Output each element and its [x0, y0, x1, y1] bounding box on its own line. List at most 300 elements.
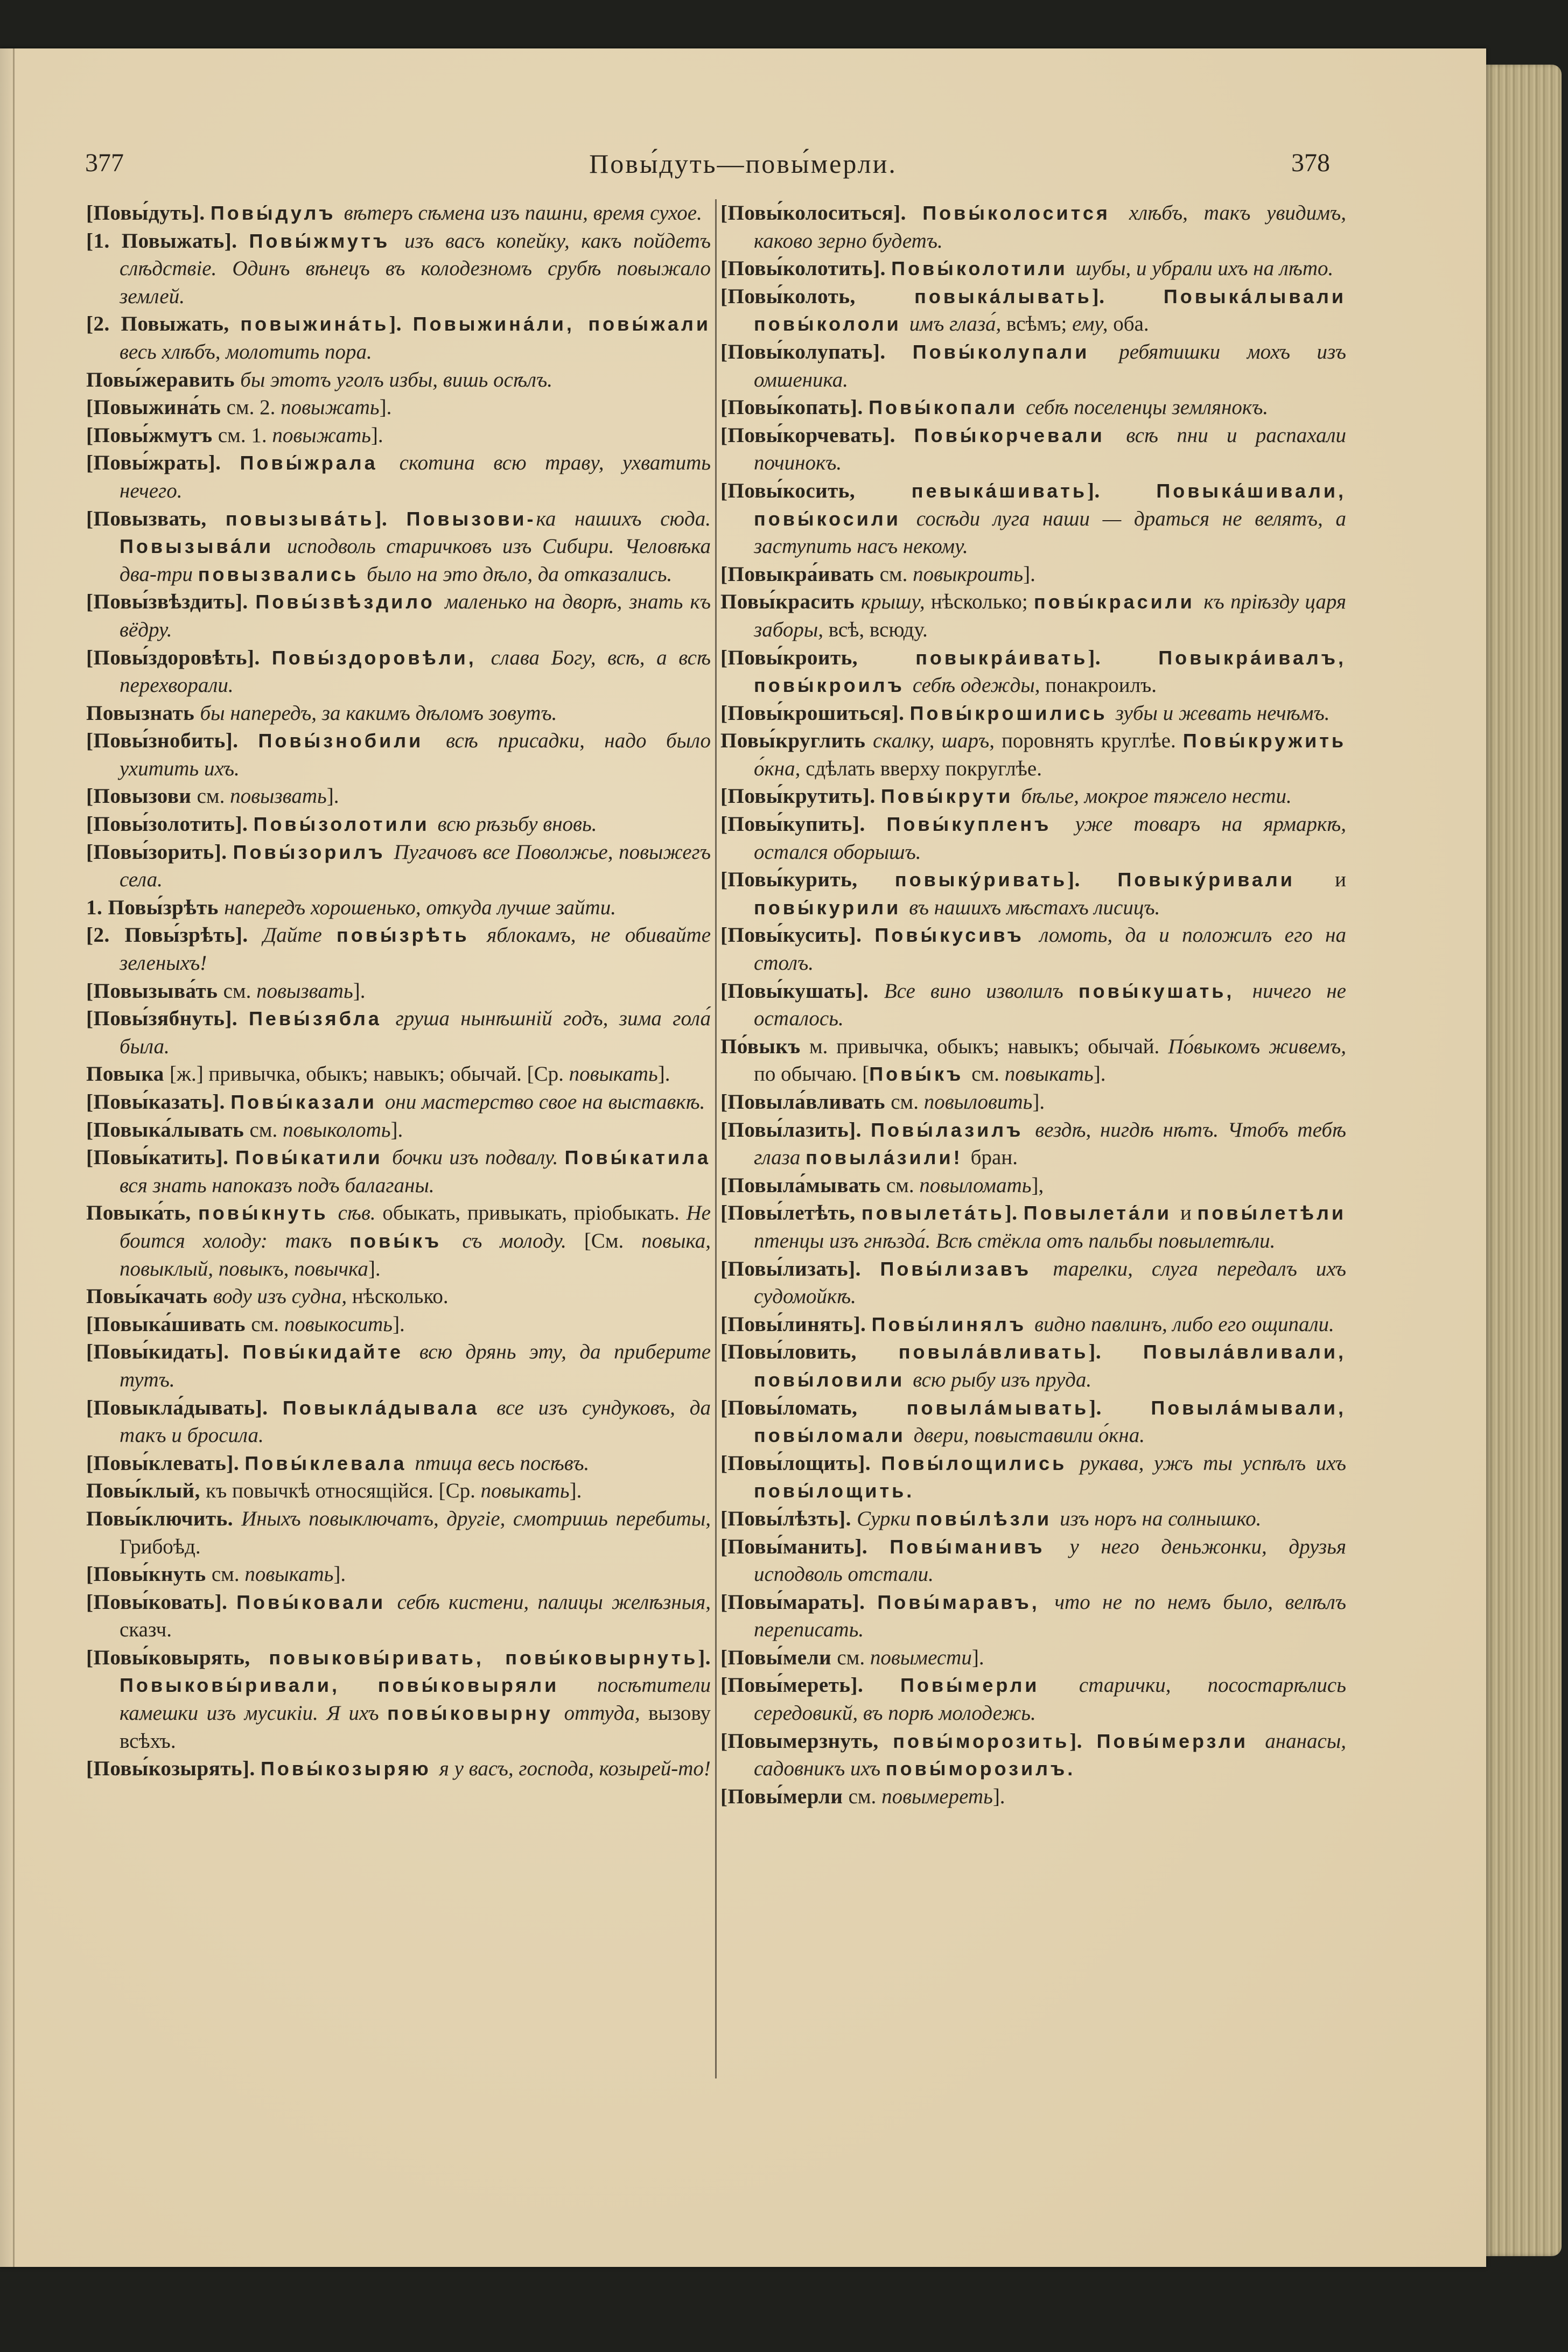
headword: [Повыка́лывать [86, 1118, 250, 1142]
example-form: Повы́жмутъ [249, 229, 405, 252]
example-text: повымереть [881, 1784, 993, 1808]
gloss-text: ]. [971, 1646, 984, 1669]
example-text: къ пріѣзду царя заборы, [754, 590, 1346, 641]
dictionary-entry [86, 588, 711, 643]
dictionary-entry [720, 1394, 1346, 1450]
example-form: Повыкра́ивалъ, повы́кроилъ [754, 646, 1346, 697]
example-text: весь хлѣбъ, молотить пора. [120, 340, 372, 363]
gloss-text: вызову всѣхъ. [120, 1702, 711, 1753]
example-form: Повы́маравъ, [877, 1591, 1055, 1613]
example-form: Повыка́лывали повы́кололи [754, 285, 1346, 335]
headword: Повы́круглить [720, 729, 873, 753]
example-form: Повыла́мывали, повы́ломали [754, 1396, 1346, 1447]
dictionary-entry [720, 588, 1346, 643]
gloss-text: см. [197, 785, 230, 808]
example-text: ломоть, да и положилъ его на столъ. [754, 923, 1346, 975]
headword: [Повы́козырять]. [86, 1757, 261, 1781]
example-text: все изъ сундуковъ, да такъ и бросила. [120, 1396, 711, 1447]
example-form: Повы́кусивъ [874, 924, 1040, 947]
headword: [Повыла́вливать [720, 1090, 891, 1114]
example-form: Повы́кружить [1182, 730, 1346, 752]
dictionary-entry [86, 310, 711, 366]
dictionary-entry [720, 394, 1346, 422]
example-form: повы́морозить [893, 1730, 1070, 1752]
example-text: было на это дѣло, да отказались. [367, 562, 673, 586]
dictionary-entry [86, 894, 711, 922]
headword: [Повы́летѣть, [720, 1201, 862, 1225]
example-form: Повы́золотили [253, 813, 438, 836]
headword: [Повы́знобить]. [86, 729, 258, 753]
gloss-text: см. [848, 1784, 882, 1808]
dictionary-entry [720, 1533, 1346, 1588]
example-text: ананасы, садовникъ ихъ [754, 1729, 1346, 1781]
dictionary-entry [720, 1338, 1346, 1394]
gloss-text: см. [971, 1062, 1005, 1086]
gloss-text: всѣмъ; [1006, 312, 1073, 336]
example-text: повыжать [281, 396, 380, 419]
example-text: что не по немъ было, велѣлъ переписать. [754, 1590, 1346, 1642]
column-divider [715, 199, 717, 2078]
dictionary-entry [720, 866, 1346, 921]
headword: ]. [1088, 646, 1159, 669]
dictionary-entry [720, 1727, 1346, 1783]
headword: ]. [374, 507, 407, 530]
example-text: повыкать [244, 1563, 334, 1586]
example-text: повыломать [919, 1173, 1032, 1197]
headword: По́выкъ [720, 1034, 809, 1058]
headword: [Повы́крошиться]. [720, 701, 910, 725]
dictionary-entry [86, 921, 711, 977]
headword: [Повы́крутить]. [720, 785, 881, 808]
example-form: повы́кушать, [1078, 979, 1252, 1002]
headword: ]. [1088, 1340, 1144, 1364]
page-number-left: 377 [85, 149, 124, 177]
headword: [Повы́зябнуть]. [86, 1007, 249, 1031]
headword: [Повы́золотить]. [86, 813, 254, 836]
headword: [Повыла́мывать [720, 1173, 886, 1197]
example-text: Пугачовъ все Поволжье, повыжегъ села. [120, 840, 711, 892]
dictionary-entry [86, 727, 711, 782]
gloss-text: см. [249, 1118, 283, 1142]
headword: [Повымерзнуть, [720, 1729, 893, 1753]
dictionary-entry [720, 1505, 1346, 1533]
headword: [Повы́мерли [720, 1784, 849, 1808]
headword: [Повы́звѣздить]. [86, 590, 256, 614]
dictionary-entry [720, 477, 1346, 561]
example-text: съ молоду. [462, 1229, 584, 1252]
example-text: видно павлинъ, либо его ощипали. [1034, 1312, 1334, 1336]
dictionary-entry [86, 394, 711, 422]
gloss-text: всѣ, всюду. [828, 618, 928, 641]
dictionary-entry [720, 1255, 1346, 1311]
dictionary-entry [720, 1172, 1346, 1200]
headword: Повы́клый, [86, 1479, 206, 1503]
gloss-text: ]. [333, 1563, 346, 1586]
example-text: воду изъ судна, [213, 1285, 352, 1308]
example-text: старички, посостарѣлись середовикй, въ порѣ молодежь. [754, 1674, 1346, 1725]
example-form: повыла́мывать [906, 1396, 1089, 1419]
dictionary-entry [720, 1033, 1346, 1088]
dictionary-entry [86, 199, 711, 227]
example-text: скотина всю траву, ухватить нечего. [120, 451, 711, 502]
example-form: Повы́линялъ [871, 1313, 1035, 1335]
example-form: Повы́козыряю [261, 1758, 439, 1780]
example-form: Повы́купленъ [886, 813, 1075, 836]
example-text: повызвать [256, 979, 353, 1003]
dictionary-entry [86, 1116, 711, 1144]
example-text: крышу, [860, 590, 931, 614]
example-form: Повы́крошились [909, 702, 1116, 724]
example-form: Повылета́ли [1023, 1202, 1180, 1224]
headword: [Повы́ковать]. [86, 1590, 237, 1614]
example-text: повызвать [230, 785, 327, 808]
example-text: двери, повыставили о́кна. [913, 1424, 1145, 1447]
example-text: всю рѣзьбу вновь. [437, 813, 597, 836]
example-text: себѣ одежды, [912, 674, 1046, 697]
example-text: ничего не осталось. [754, 979, 1346, 1031]
dictionary-entry [86, 699, 711, 727]
example-text: бочки изъ подвалу. [392, 1146, 565, 1170]
headword: Повы́качать [86, 1285, 213, 1308]
dictionary-entry [720, 1450, 1346, 1505]
headword: [Повы́мереть]. [720, 1674, 900, 1697]
example-text: шубы, и убрали ихъ на лѣто. [1075, 257, 1334, 281]
headword: [Повы́зорить]. [86, 840, 233, 864]
example-text: исподволь старичковъ изъ Сибири. Человѣка два-три [120, 535, 711, 586]
headword: [Повы́колупать]. [720, 340, 913, 363]
example-form: Повы́катила [564, 1146, 711, 1169]
headword: [Повы́колотить]. [720, 257, 892, 281]
gloss-text: см. [886, 1173, 920, 1197]
example-text: всю рыбу изъ пруда. [913, 1368, 1092, 1391]
headword: [Повы́лазить]. [720, 1118, 871, 1142]
headword: [Повы́манить]. [720, 1535, 890, 1558]
example-text: всю дрянь эту, да приберите тутъ. [120, 1340, 711, 1391]
example-text: они мастерство свое на выставкѣ. [384, 1090, 705, 1114]
example-form: Повы́дулъ [210, 202, 344, 224]
gloss-text: бран. [970, 1146, 1018, 1170]
dictionary-entry [720, 199, 1346, 255]
dictionary-entry [720, 1088, 1346, 1116]
example-text: зубы и жевать нечѣмъ. [1115, 701, 1330, 725]
example-form: повы́лощить. [754, 1480, 915, 1502]
example-text: имъ глаза́, [909, 312, 1007, 336]
headword: [Повы́колоситься]. [720, 201, 923, 225]
example-form: повыла́вливать [898, 1341, 1089, 1363]
example-form: повы́морозилъ. [885, 1758, 1076, 1780]
gloss-text: ]. [992, 1784, 1005, 1808]
example-text: о́кна, [754, 757, 806, 780]
example-form: Повы́лощились [881, 1452, 1080, 1474]
example-text: тарелки, слуга передалъ ихъ судомойкѣ. [754, 1257, 1346, 1308]
gloss-text: ]. [1023, 562, 1035, 586]
example-text: Дайте [263, 923, 337, 947]
example-text: птенцы изъ гнѣзда́. Всѣ стёкла отъ пальбы повылетѣли. [754, 1229, 1276, 1252]
gloss-text: ], [1031, 1173, 1044, 1197]
page-edges-stack [1486, 65, 1562, 2256]
example-text: ка нашихъ сюда. [536, 507, 711, 530]
example-text: посѣтители камешки изъ мусикіи. Я ихъ [120, 1674, 711, 1725]
headword: [Повы́жрать]. [86, 451, 240, 475]
gloss-text: и [1335, 868, 1346, 892]
column-left [86, 199, 711, 1783]
dictionary-entry [720, 255, 1346, 283]
dictionary-entry [720, 1311, 1346, 1339]
example-form: повы́зрѣть [337, 924, 487, 947]
example-form: Повы́звѣздило [255, 591, 445, 613]
dictionary-entry [86, 1505, 711, 1560]
gloss-text: обыкать, привыкать, пріобыкать. [382, 1201, 687, 1225]
example-form: Певы́зябла [249, 1007, 396, 1030]
gloss-text: къ повычкѣ относящійся. [Ср. [206, 1479, 481, 1503]
example-form: Повы́казали [230, 1091, 385, 1113]
example-form: Повызыва́ли [120, 535, 287, 558]
gloss-text: сказч. [120, 1618, 172, 1642]
dictionary-entry [86, 1199, 711, 1283]
example-form: Повыла́вливали, повы́ловили [754, 1341, 1346, 1391]
gloss-text: по обычаю. [ [754, 1062, 870, 1086]
dictionary-entry [720, 1116, 1346, 1172]
headword: [Повы́кидать]. [86, 1340, 243, 1364]
headword: [2. Повыжать, [86, 312, 241, 336]
gloss-text: ]. [393, 1312, 405, 1336]
headword: Повыка [86, 1062, 170, 1086]
example-text: вѣтеръ сѣмена изъ пашни, время сухое. [344, 201, 702, 225]
gloss-text: см. [879, 562, 913, 586]
example-form: Повы́колосится [922, 202, 1129, 224]
dictionary-entry [720, 561, 1346, 589]
headword: [Повы́катить]. [86, 1146, 236, 1170]
gloss-text: ]. [368, 1257, 381, 1280]
example-form: Повыковы́ривали, повы́ковыряли [120, 1674, 597, 1697]
dictionary-entry [86, 1311, 711, 1339]
headword: [2. Повы́зрѣть]. [86, 923, 263, 947]
example-text: всѣ присадки, надо было ухитить ихъ. [120, 729, 711, 780]
dictionary-entry [86, 1060, 711, 1088]
headword: [Повы́колоть, [720, 284, 915, 308]
gloss-text: см. 2. [226, 396, 281, 419]
gloss-text: Грибоѣд. [120, 1535, 201, 1558]
gloss-text: ]. [1093, 1062, 1106, 1086]
dictionary-entry [720, 1199, 1346, 1255]
headword: Повы́жеравить [86, 368, 241, 391]
headword: [Повы́кроить, [720, 646, 916, 669]
dictionary-entry [86, 1005, 711, 1060]
example-text: повыкать [1004, 1062, 1094, 1086]
dictionary-entry [720, 1671, 1346, 1727]
example-form: Повы́колупали [912, 340, 1119, 363]
headword: [Повы́дуть]. [86, 201, 211, 225]
headword: [Повыжина́ть [86, 396, 227, 419]
example-text: повыкосить [284, 1312, 393, 1336]
example-form: повыковы́ривать, повы́ковырнуть [269, 1646, 698, 1669]
example-form: повы́летѣли [1197, 1202, 1346, 1224]
dictionary-entry [86, 977, 711, 1005]
dictionary-entry [86, 1755, 711, 1783]
dictionary-entry [86, 1588, 711, 1644]
headword: [Повы́корчевать]. [720, 423, 914, 447]
gloss-text: [См. [584, 1229, 642, 1252]
headword: [Повы́ловить, [720, 1340, 899, 1364]
example-form: повызыва́ть [225, 507, 375, 530]
example-text: бы напередъ, за какимъ дѣломъ зовутъ. [200, 701, 557, 725]
dictionary-entry [86, 1283, 711, 1311]
example-text: рукава, ужъ ты успѣлъ ихъ [1080, 1451, 1346, 1475]
headword: [Повы́лѣзть]. [720, 1507, 857, 1530]
example-form: Повы́жрала [240, 452, 400, 474]
gloss-text: ]. [379, 396, 392, 419]
example-form: повыла́зили! [806, 1146, 971, 1169]
gloss-text: см. [211, 1563, 245, 1586]
example-text: повыжать [272, 423, 371, 447]
dictionary-entry [720, 699, 1346, 727]
gloss-text: понакроилъ. [1045, 674, 1157, 697]
headword: ]. [389, 312, 413, 336]
headword: [Повы́жмутъ [86, 423, 218, 447]
headword: [Повы́линять]. [720, 1312, 872, 1336]
example-form: повы́лѣзли [915, 1507, 1060, 1530]
headword: Повы́ключить. [86, 1507, 242, 1530]
gloss-text: поровнять круглѣе. [1002, 729, 1183, 753]
example-form: Повы́клевала [244, 1452, 415, 1474]
headword: Повызнать [86, 701, 200, 725]
headword: [Повы́ковырять, [86, 1646, 269, 1669]
dictionary-entry [720, 782, 1346, 810]
gloss-text: см. [251, 1312, 284, 1336]
example-text: вся знать напоказъ подъ балаганы. [120, 1173, 435, 1197]
dictionary-entry [86, 1144, 711, 1199]
example-form: Повызови- [406, 507, 536, 530]
headword: [1. Повыжать]. [86, 229, 249, 253]
example-text: скалку, шаръ, [872, 729, 1002, 753]
headword: [Повы́здоровѣть]. [86, 646, 272, 669]
gloss-text: сдѣлать вверху покруглѣе. [806, 757, 1042, 780]
page-number-right: 378 [1291, 149, 1330, 177]
example-text: хлѣбъ, такъ увидимъ, каково зерно будетъ. [754, 201, 1346, 253]
example-text: яблокамъ, не обивайте зеленыхъ! [120, 923, 711, 975]
dictionary-entry [720, 1783, 1346, 1811]
gloss-text: нѣсколько. [352, 1285, 449, 1308]
example-form: Повы́ковали [236, 1591, 397, 1613]
dictionary-entry [86, 422, 711, 450]
example-form: повылета́ть [861, 1202, 1005, 1224]
headword: [Повы́кушать]. [720, 979, 884, 1003]
headword: ]. [1091, 284, 1164, 308]
example-form: Повы́кидайте [242, 1341, 419, 1363]
example-form: Повы́крути [880, 785, 1021, 808]
dictionary-entry [86, 366, 711, 394]
gloss-text: нѣсколько; [930, 590, 1034, 614]
dictionary-entry [86, 1450, 711, 1478]
example-text: сѣв. [338, 1201, 383, 1225]
example-form: повы́ковырну [387, 1702, 564, 1725]
gloss-text: оба. [1113, 312, 1149, 336]
example-text: повыкать [569, 1062, 658, 1086]
example-form: Повы́катили [235, 1146, 393, 1169]
page-header [0, 148, 1486, 186]
example-text: у него деньжонки, друзья исподволь отстали. [754, 1535, 1346, 1586]
headword: [Повызвать, [86, 507, 226, 530]
gloss-text: и [1180, 1201, 1198, 1225]
headword: [Повызыва́ть [86, 979, 223, 1003]
example-text: ему, [1072, 312, 1114, 336]
headword: [Повы́курить, [720, 868, 895, 892]
example-text: груша нынѣшній годъ, зима гола́ была. [120, 1007, 711, 1058]
headword: [Повыкра́ивать [720, 562, 880, 586]
gloss-text: ]. [370, 423, 383, 447]
headword: [Повы́кусить]. [720, 923, 875, 947]
dictionary-entry [720, 338, 1346, 394]
example-text: изъ васъ копейку, какъ пойдетъ слѣдствіе. Одинъ вѣнецъ въ колодезномъ срубѣ повыжало землей. [120, 229, 711, 308]
headword: Повыка́ть, [86, 1201, 199, 1225]
example-text: ребятишки мохъ изъ омшеника. [754, 340, 1346, 391]
example-form: Повы́мерзли [1096, 1730, 1265, 1752]
gloss-text: ]. [657, 1062, 670, 1086]
example-text: я у васъ, господа, козырей-то! [439, 1757, 711, 1781]
running-title: Повы́дуть—повы́мерли. [589, 149, 897, 179]
headword: ]. [1067, 868, 1118, 892]
example-text: повыкать [480, 1479, 570, 1503]
example-form: Повыка́шивали, повы́косили [754, 479, 1346, 530]
headword: [Повы́казать]. [86, 1090, 231, 1114]
example-form: Повы́колотили [891, 257, 1076, 280]
example-form: Повы́манивъ [890, 1535, 1070, 1558]
dictionary-entry [720, 644, 1346, 699]
example-form: Повы́зорилъ [233, 841, 394, 863]
example-text: себѣ кистени, палицы желѣзныя, [397, 1590, 711, 1614]
gloss-text: ]. [569, 1479, 582, 1503]
dictionary-entry [720, 1644, 1346, 1672]
column-right [720, 199, 1346, 1810]
example-form: Повы́къ [869, 1063, 972, 1086]
gloss-text: ]. [353, 979, 366, 1003]
dictionary-entry [86, 449, 711, 505]
dictionary-entry [86, 1477, 711, 1505]
headword: ]. [1087, 479, 1157, 502]
headword: [Повы́купить]. [720, 813, 887, 836]
example-form: Повыкла́дывала [282, 1396, 497, 1419]
example-text: повымести [870, 1646, 972, 1669]
headword: [Повы́клевать]. [86, 1451, 245, 1475]
example-text: повыколоть [283, 1118, 391, 1142]
gloss-text: ]. [390, 1118, 403, 1142]
dictionary-entry [86, 227, 711, 311]
example-text: повыловить [923, 1090, 1033, 1114]
example-form: Повы́корчевали [914, 424, 1126, 446]
headword: [Повыкла́дывать]. [86, 1396, 283, 1419]
headword: [Повы́лизать]. [720, 1257, 880, 1280]
dictionary-entry [86, 1338, 711, 1394]
headword: ]. [1004, 1201, 1024, 1225]
example-text: маленько на дворѣ, знать къ вёдру. [120, 590, 711, 641]
example-form: повы́къ [349, 1229, 463, 1252]
example-text: По́выкомъ живемъ, [1168, 1034, 1346, 1058]
example-text: изъ норъ на солнышко. [1060, 1507, 1262, 1530]
headword: [Повы́мели [720, 1646, 837, 1669]
dictionary-entry [720, 921, 1346, 977]
gloss-text: ]. [326, 785, 339, 808]
gloss-text: ]. [1032, 1090, 1045, 1114]
dictionary-entry [720, 283, 1346, 338]
dictionary-entry [720, 1588, 1346, 1644]
example-form: Повы́лизавъ [880, 1257, 1053, 1280]
example-form: повыка́лывать [914, 285, 1092, 307]
gloss-text: см. [837, 1646, 870, 1669]
example-text: уже товаръ на ярмаркѣ, остался оборышъ. [754, 813, 1347, 864]
example-text: повыка, повыклый, повыкъ, повычка [120, 1229, 711, 1280]
example-text: всѣ пни и распахали починокъ. [754, 423, 1347, 475]
dictionary-entry [720, 727, 1346, 782]
